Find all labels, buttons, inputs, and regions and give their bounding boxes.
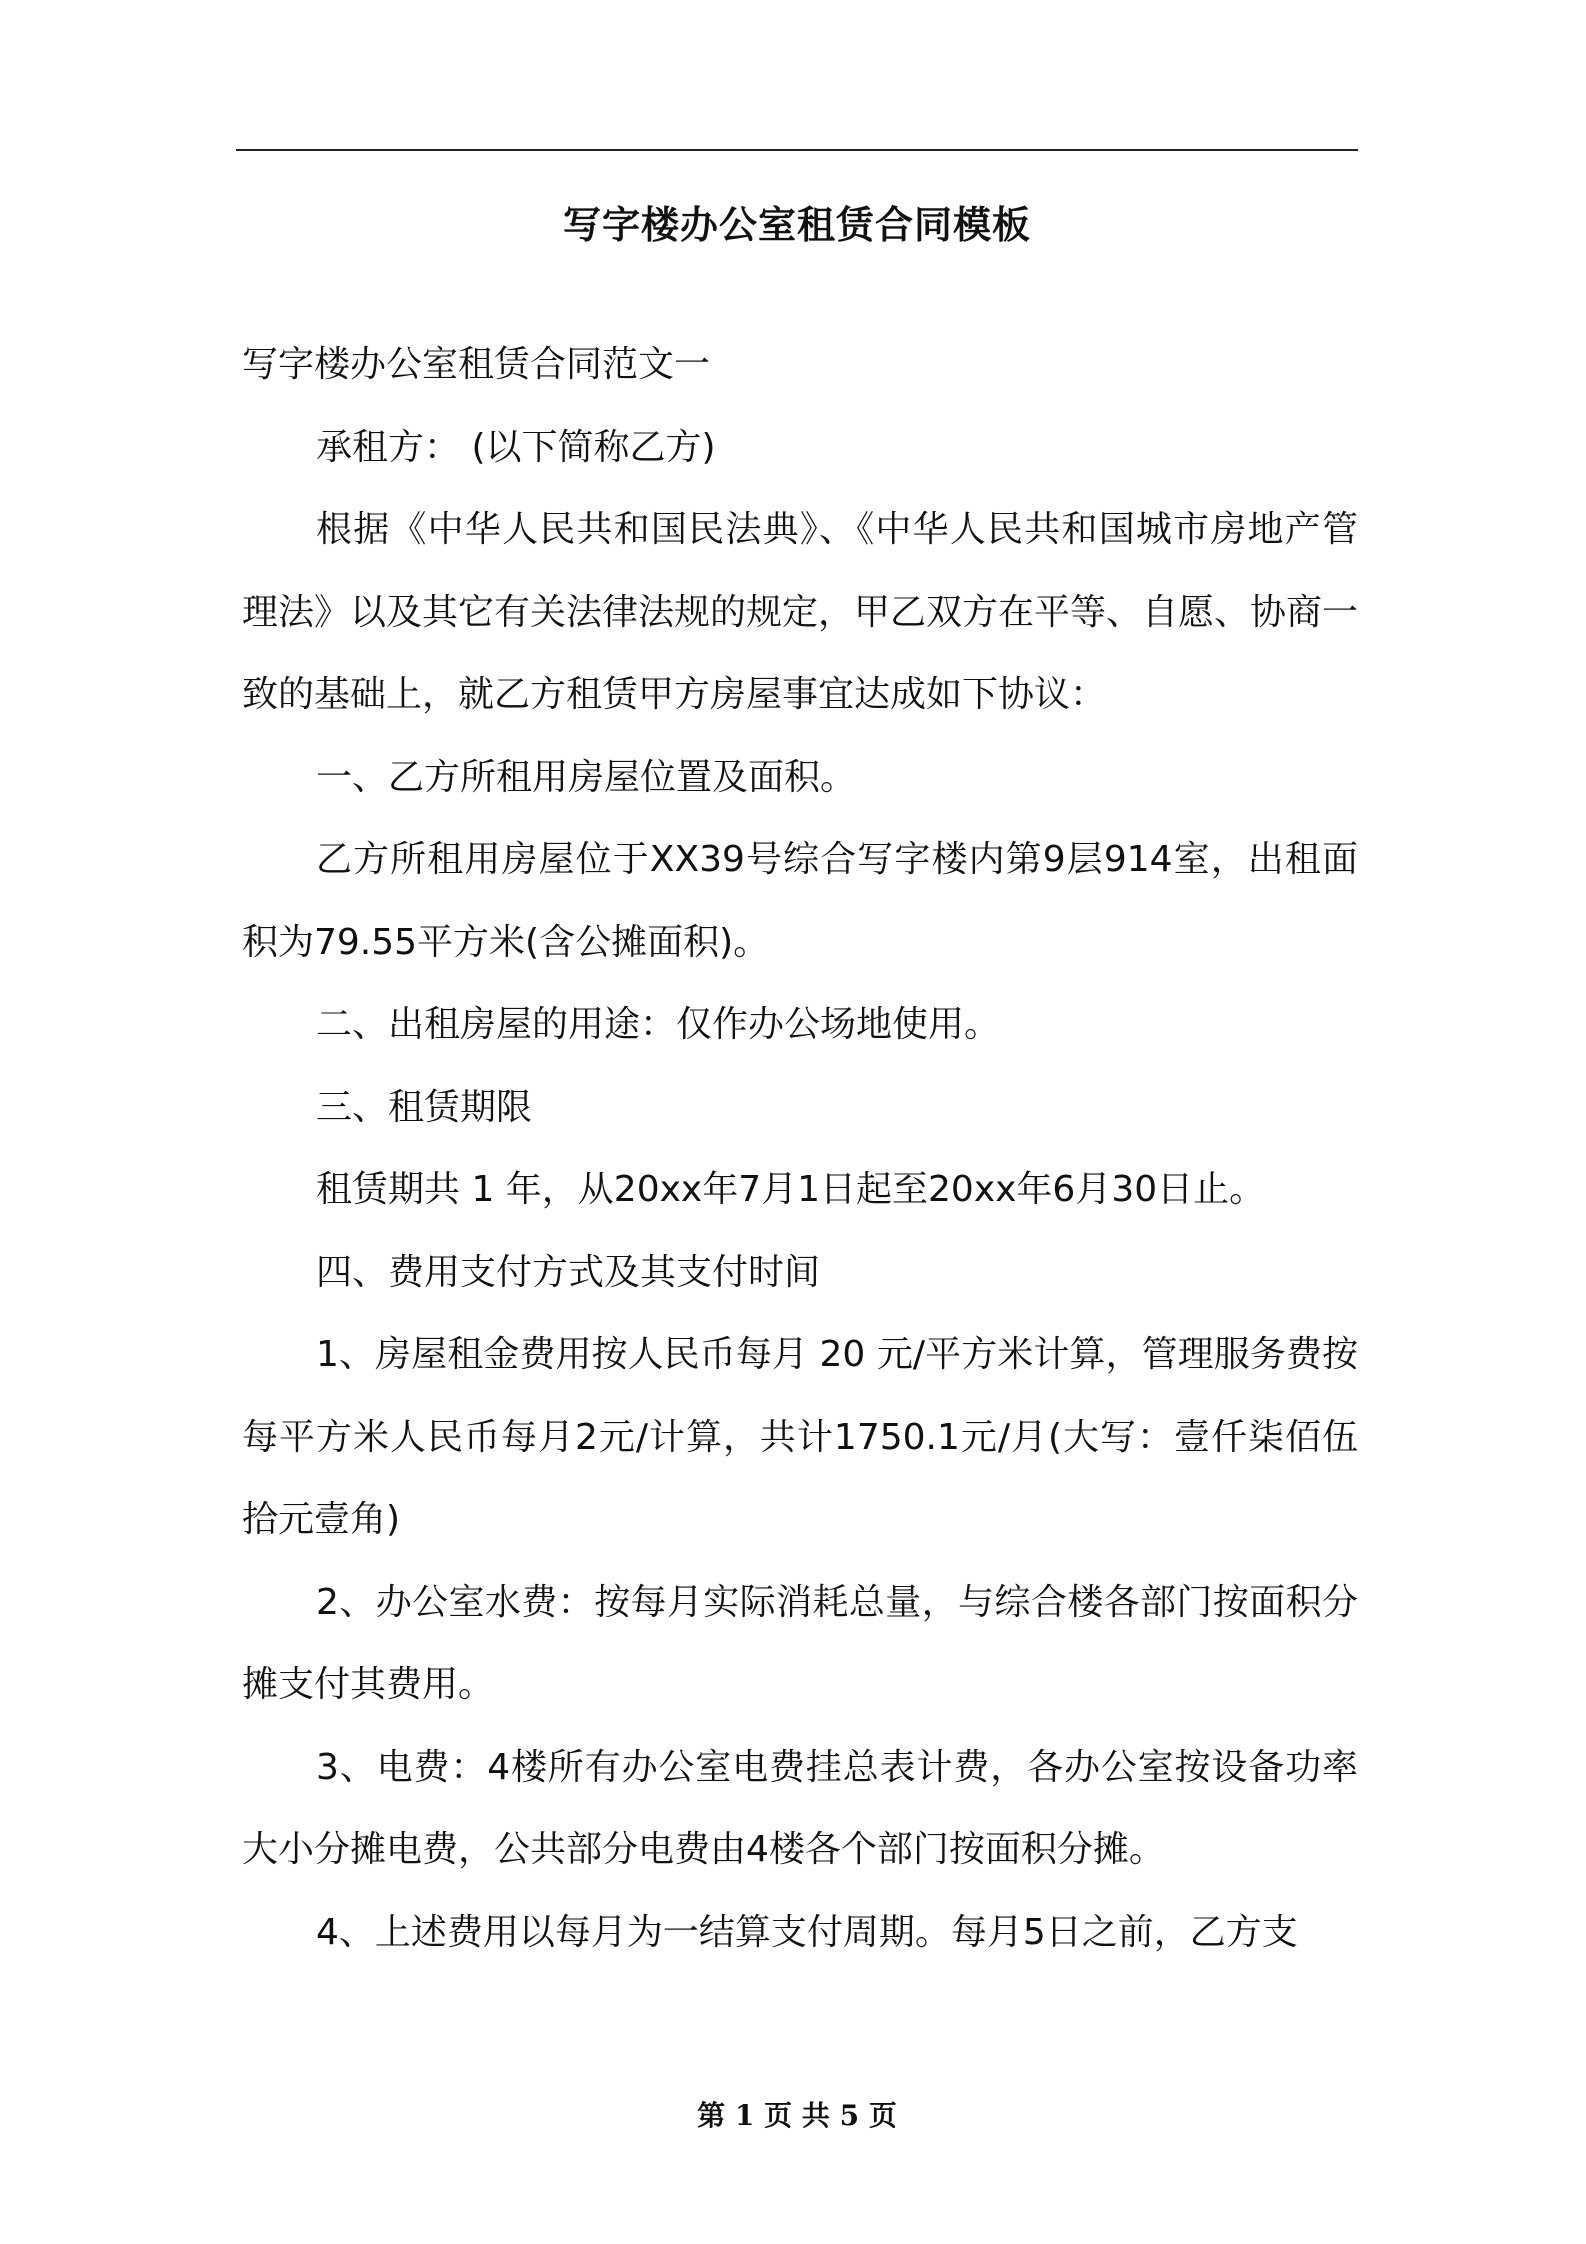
body-paragraph: 乙方所租用房屋位于XX39号综合写字楼内第9层914室，出租面积为79.55平方米(含公摊面积)。 bbox=[242, 839, 1358, 963]
page-number: 第 1 页 共 5 页 bbox=[697, 2099, 897, 2132]
clause-paragraph: 4、上述费用以每月为一结算支付周期。每月5日之前，乙方支 bbox=[316, 1911, 1298, 1953]
lessee-line: 承租方： (以下简称乙方) bbox=[316, 426, 716, 468]
document-title: 写字楼办公室租赁合同模板 bbox=[562, 203, 1031, 247]
document-body bbox=[242, 324, 1358, 1974]
subtitle: 写字楼办公室租赁合同范文一 bbox=[242, 344, 711, 385]
section-heading: 一、乙方所租用房屋位置及面积。 bbox=[316, 756, 857, 798]
clause-paragraph: 3、电费：4楼所有办公室电费挂总表计费，各办公室按设备功率大小分摊电费，公共部分电费由4楼各个部门按面积分摊。 bbox=[242, 1746, 1358, 1870]
clause-paragraph: 1、房屋租金费用按人民币每月 20 元/平方米计算，管理服务费按每平方米人民币每月2元/计算，共计1750.1元/月(大写：壹仟柒佰伍拾元壹角) bbox=[242, 1334, 1358, 1540]
header-rule bbox=[236, 149, 1358, 151]
preamble-paragraph: 根据《中华人民共和国民法典》、《中华人民共和国城市房地产管理法》以及其它有关法律法规的规定，甲乙双方在平等、自愿、协商一致的基础上，就乙方租赁甲方房屋事宜达成如下协议： bbox=[242, 509, 1359, 715]
clause-paragraph: 2、办公室水费：按每月实际消耗总量，与综合楼各部门按面积分摊支付其费用。 bbox=[242, 1581, 1358, 1705]
section-heading: 二、出租房屋的用途：仅作办公场地使用。 bbox=[316, 1004, 1001, 1045]
section-heading: 三、租赁期限 bbox=[316, 1086, 533, 1128]
section-heading: 四、费用支付方式及其支付时间 bbox=[316, 1251, 821, 1293]
body-paragraph: 租赁期共 1 年，从20xx年7月1日起至20xx年6月30日止。 bbox=[316, 1169, 1266, 1210]
